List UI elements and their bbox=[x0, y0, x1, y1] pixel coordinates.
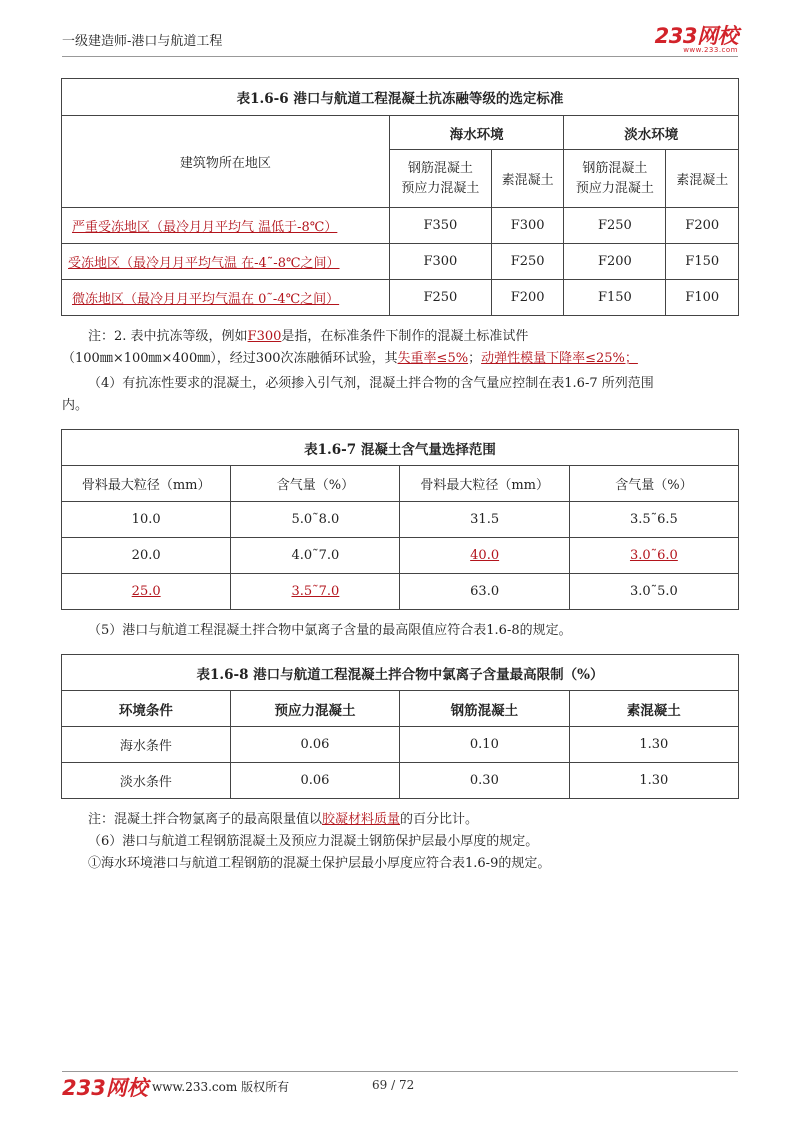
note-text: 是指，在标准条件下制作的混凝土标准试件 bbox=[281, 329, 529, 344]
logo-text: 233网校 bbox=[654, 24, 738, 48]
table-cell: 3.0˜5.0 bbox=[569, 574, 738, 610]
logo-url: www.233.com bbox=[683, 46, 738, 54]
grade-cell: F250 bbox=[491, 244, 564, 280]
chloride-limit-table bbox=[61, 654, 739, 799]
table-cell: 31.5 bbox=[400, 502, 569, 538]
table-caption: 表1.6-6 港口与航道工程混凝土抗冻融等级的选定标准 bbox=[62, 79, 739, 116]
note-text: 的百分比计。 bbox=[400, 812, 479, 827]
table-caption: 表1.6-8 港口与航道工程混凝土拌合物中氯离子含量最高限制（%） bbox=[62, 655, 739, 691]
table-row bbox=[62, 763, 739, 799]
table-row bbox=[62, 208, 739, 244]
table-cell: 10.0 bbox=[62, 502, 231, 538]
document-header-title: 一级建造师-港口与航道工程 bbox=[62, 34, 223, 49]
grade-cell: F200 bbox=[491, 280, 564, 316]
footer-logo[interactable]: 233网校 bbox=[62, 1076, 148, 1100]
grade-cell: F350 bbox=[389, 208, 491, 244]
table-cell: 63.0 bbox=[400, 574, 569, 610]
paragraph-6: （6）港口与航道工程钢筋混凝土及预应力混凝土钢筋保护层最小厚度的规定。 bbox=[88, 834, 539, 849]
table-cell: 0.06 bbox=[230, 727, 399, 763]
table-row bbox=[62, 280, 739, 316]
table-cell: 0.10 bbox=[400, 727, 569, 763]
table-row bbox=[62, 727, 739, 763]
table-cell: 3.5˜6.5 bbox=[569, 502, 738, 538]
highlight-binder-mass: 胶凝材料质量 bbox=[322, 812, 401, 827]
grade-cell: F200 bbox=[666, 208, 739, 244]
table-cell: 3.5˜7.0 bbox=[231, 574, 400, 610]
table-note bbox=[62, 348, 752, 370]
grade-cell: F250 bbox=[564, 208, 666, 244]
table-cell: 20.0 bbox=[62, 538, 231, 574]
header-divider bbox=[62, 56, 738, 57]
column-header-fresh: 淡水环境 bbox=[564, 116, 739, 150]
air-content-table bbox=[61, 429, 739, 610]
note-text: 注：2. 表中抗冻等级，例如 bbox=[88, 329, 248, 344]
column-header: 素混凝土 bbox=[569, 691, 738, 727]
table-cell: 25.0 bbox=[62, 574, 231, 610]
table-cell: 1.30 bbox=[569, 763, 738, 799]
column-header: 含气量（%） bbox=[569, 466, 738, 502]
table-row bbox=[62, 574, 739, 610]
table-cell: 3.0˜6.0 bbox=[569, 538, 738, 574]
column-header: 骨料最大粒径（mm） bbox=[62, 466, 231, 502]
grade-cell: F200 bbox=[564, 244, 666, 280]
table-caption: 表1.6-7 混凝土含气量选择范围 bbox=[62, 430, 739, 466]
highlight-weight-loss: 失重率≤5% bbox=[397, 351, 469, 366]
grade-cell: F300 bbox=[389, 244, 491, 280]
table-cell: 4.0˜7.0 bbox=[231, 538, 400, 574]
column-header: 骨料最大粒径（mm） bbox=[400, 466, 569, 502]
paragraph-7: ①海水环境港口与航道工程钢筋的混凝土保护层最小厚度应符合表1.6-9的规定。 bbox=[88, 856, 551, 871]
column-header-plain: 素混凝土 bbox=[666, 150, 739, 208]
paragraph-line: 内。 bbox=[62, 398, 89, 413]
table-cell: 0.06 bbox=[230, 763, 399, 799]
table-cell: 0.30 bbox=[400, 763, 569, 799]
column-header: 含气量（%） bbox=[231, 466, 400, 502]
column-header-sea: 海水环境 bbox=[389, 116, 564, 150]
table-cell: 淡水条件 bbox=[62, 763, 231, 799]
note-text: （100㎜×100㎜×400㎜），经过300次冻融循环试验，其 bbox=[62, 351, 398, 366]
page-number: 69 / 72 bbox=[372, 1078, 415, 1092]
table-cell: 海水条件 bbox=[62, 727, 231, 763]
note-text: ； bbox=[468, 351, 482, 366]
table-cell: 40.0 bbox=[400, 538, 569, 574]
table-row bbox=[62, 244, 739, 280]
highlight-modulus: 动弹性模量下降率≤25%； bbox=[481, 351, 638, 366]
brand-logo[interactable] bbox=[655, 20, 738, 54]
table-note bbox=[88, 326, 748, 348]
column-header: 环境条件 bbox=[62, 691, 231, 727]
column-header-rc-pc: 钢筋混凝土 预应力混凝土 bbox=[389, 150, 491, 208]
paragraph-4 bbox=[62, 373, 752, 417]
grade-cell: F150 bbox=[666, 244, 739, 280]
table-row bbox=[62, 502, 739, 538]
footer-copyright: www.233.com 版权所有 bbox=[152, 1080, 290, 1094]
footer-divider bbox=[62, 1071, 738, 1072]
column-header: 钢筋混凝土 bbox=[400, 691, 569, 727]
grade-cell: F250 bbox=[389, 280, 491, 316]
column-header-plain: 素混凝土 bbox=[491, 150, 564, 208]
paragraph-line: （4）有抗冻性要求的混凝土，必须掺入引气剂，混凝土拌合物的含气量应控制在表1.6-7 所列范围 bbox=[88, 376, 654, 391]
note-text: 注：混凝土拌合物氯离子的最高限量值以 bbox=[88, 812, 323, 827]
paragraph-5: （5）港口与航道工程混凝土拌合物中氯离子含量的最高限值应符合表1.6-8的规定。 bbox=[88, 623, 572, 638]
region-cell: 严重受冻地区（最冷月月平均气 温低于-8℃） bbox=[62, 208, 390, 244]
table-cell: 5.0˜8.0 bbox=[231, 502, 400, 538]
column-header-region: 建筑物所在地区 bbox=[62, 116, 390, 208]
grade-cell: F300 bbox=[491, 208, 564, 244]
table-cell: 1.30 bbox=[569, 727, 738, 763]
region-cell: 受冻地区（最冷月月平均气温 在-4˜-8℃之间） bbox=[62, 244, 390, 280]
column-header: 预应力混凝土 bbox=[230, 691, 399, 727]
region-cell: 微冻地区（最冷月月平均气温在 0˜-4℃之间） bbox=[62, 280, 390, 316]
grade-cell: F100 bbox=[666, 280, 739, 316]
frost-grade-table bbox=[61, 78, 739, 316]
highlight-f300: F300 bbox=[247, 329, 282, 344]
column-header-rc-pc: 钢筋混凝土 预应力混凝土 bbox=[564, 150, 666, 208]
grade-cell: F150 bbox=[564, 280, 666, 316]
table-note bbox=[88, 809, 748, 831]
table-row bbox=[62, 538, 739, 574]
